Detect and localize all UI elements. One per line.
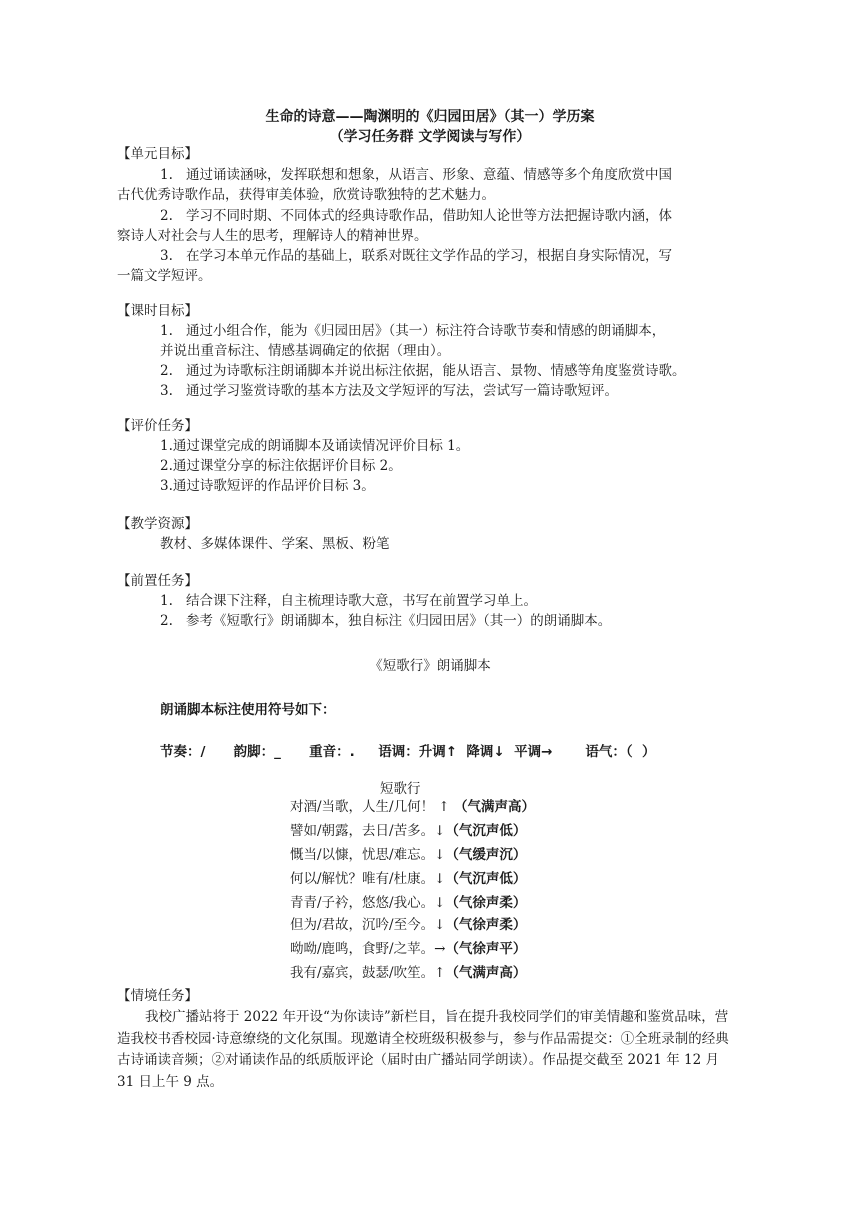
poem-line: 我有/嘉宾，鼓瑟/吹笙。↑（气满声高）: [290, 965, 527, 981]
script-title: 《短歌行》朗诵脚本: [369, 658, 491, 674]
eval-task-2: 2.通过课堂分享的标注依据评价目标 2。: [160, 458, 402, 474]
lesson-goal-2: 2. 通过为诗歌标注朗诵脚本并说出标注依据，能从语言、景物、情感等角度鉴赏诗歌。: [160, 363, 686, 379]
resources-heading: 【教学资源】: [117, 516, 198, 532]
lesson-goal-3: 3. 通过学习鉴赏诗歌的基本方法及文学短评的写法，尝试写一篇诗歌短评。: [160, 383, 618, 399]
unit-goal-2-line1: 2. 学习不同时期、不同体式的经典诗歌作品，借助知人论世等方法把握诗歌内涵，体: [160, 208, 672, 224]
unit-goal-1-line2: 古代优秀诗歌作品，获得审美体验，欣赏诗歌独特的艺术魅力。: [117, 187, 495, 203]
pre-tasks-heading: 【前置任务】: [117, 573, 198, 589]
page-subtitle: （学习任务群 文学阅读与写作）: [329, 129, 531, 145]
lesson-goal-1-line1: 1. 通过小组合作，能为《归园田居》（其一）标注符合诗歌节奏和情感的朗诵脚本，: [160, 323, 666, 339]
poem-title: 短歌行: [380, 781, 421, 797]
unit-goal-3-line2: 一篇文学短评。: [117, 268, 212, 284]
lesson-goals-heading: 【课时目标】: [117, 303, 198, 319]
scenario-heading: 【情境任务】: [117, 988, 198, 1004]
symbol-intro: 朗诵脚本标注使用符号如下：: [160, 702, 336, 718]
poem-line: 譬如/朝露，去日/苦多。↓（气沉声低）: [290, 823, 527, 839]
unit-goals-heading: 【单元目标】: [117, 146, 198, 162]
page-title: 生命的诗意——陶渊明的《归园田居》（其一）学历案: [265, 109, 595, 125]
pre-task-2: 2. 参考《短歌行》朗诵脚本，独自标注《归园田居》（其一）的朗诵脚本。: [160, 613, 612, 629]
poem-line: 慨当/以慷，忧思/难忘。↓（气缓声沉）: [290, 847, 527, 863]
unit-goal-2-line2: 察诗人对社会与人生的思考，理解诗人的精神世界。: [117, 228, 428, 244]
eval-tasks-heading: 【评价任务】: [117, 418, 198, 434]
resources-text: 教材、多媒体课件、学案、黑板、粉笔: [160, 536, 390, 552]
unit-goal-1-line1: 1. 通过诵读涵咏，发挥联想和想象，从语言、形象、意蕴、情感等多个角度欣赏中国: [160, 167, 672, 183]
poem-line: 呦呦/鹿鸣，食野/之苹。→（气徐声平）: [290, 941, 527, 957]
unit-goal-3-line1: 3. 在学习本单元作品的基础上，联系对既往文学作品的学习，根据自身实际情况，写: [160, 248, 672, 264]
pre-task-1: 1. 结合课下注释，自主梳理诗歌大意，书写在前置学习单上。: [160, 593, 537, 609]
eval-task-1: 1.通过课堂完成的朗诵脚本及诵读情况评价目标 1。: [160, 438, 470, 454]
poem-line: 青青/子衿，悠悠/我心。↓（气徐声柔）: [290, 895, 527, 911]
symbol-legend: 节奏：/ 韵脚：_ 重音：. 语调：升调↑ 降调↓ 平调→ 语气：（ ）: [160, 744, 656, 760]
scenario-text: 我校广播站将于 2022 年开设“为你读诗”新栏目，旨在提升我校同学们的审美情趣和鉴赏品味，营造我校书香校园·诗意缭绕的文化氛围。现邀请全校班级积极参与，参与作品需提交：①全班录制的经典古诗诵读音频；②对诵读作品的纸质版评论（届时由广播站同学朗读）。作品提交截至 2021 年 12 月 31 日上午 9 点。: [117, 1009, 729, 1090]
poem-line: 何以/解忧？唯有/杜康。↓（气沉声低）: [290, 871, 527, 887]
poem-line: 对酒/当歌，人生/几何！ ↑ （气满声高）: [290, 799, 535, 815]
lesson-goal-1-line2: 并说出重音标注、情感基调确定的依据（理由）。: [160, 343, 451, 359]
poem-line: 但为/君故，沉吟/至今。↓（气徐声柔）: [290, 917, 527, 933]
eval-task-3: 3.通过诗歌短评的作品评价目标 3。: [160, 478, 375, 494]
